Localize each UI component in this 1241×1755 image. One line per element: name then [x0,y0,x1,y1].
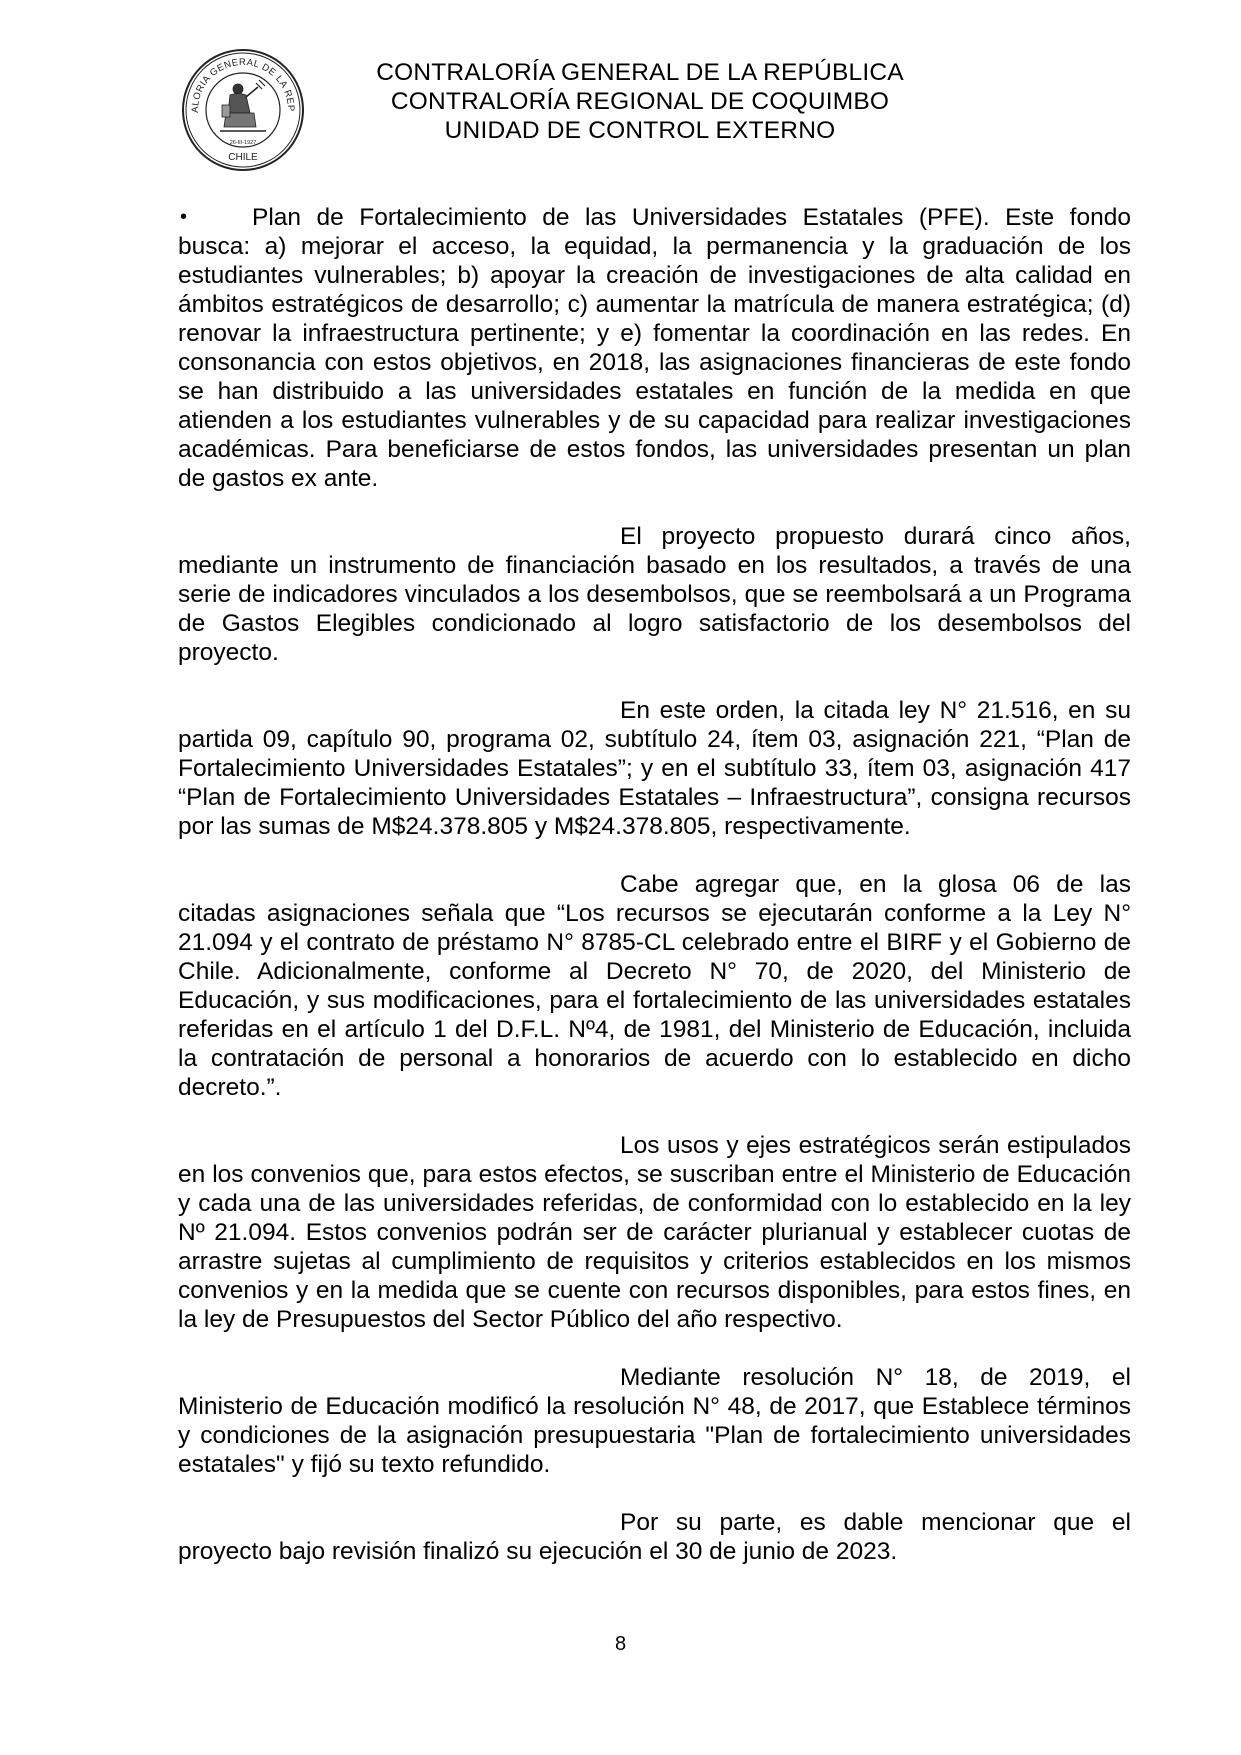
header-line-unit: UNIDAD DE CONTROL EXTERNO [444,117,836,144]
seal-date-text: 26-III-1927 [229,140,257,146]
paragraph-resolucion-18: Mediante resolución N° 18, de 2019, el Ministerio de Educación modificó la resolución N° 48, de 2017, que Establece términos y condiciones de la asignación presupuestaria "Plan de fortalecimiento universidades estatales" y fijó su texto refundido. [178,1364,1131,1478]
page-number: 8 [614,1633,627,1655]
document-body [178,203,1131,1595]
header-line-regional-office: CONTRALORÍA REGIONAL DE COQUIMBO [390,88,890,115]
document-header [330,58,950,145]
bullet-paragraph-pfe [178,203,1131,493]
seal-country-text: CHILE [228,152,258,163]
paragraph-proyecto-propuesto: El proyecto propuesto durará cinco años, mediante un instrumento de financiación basado en los resultados, a través de una serie de indicadores vinculados a los desembolsos, que se reembolsará a un Programa de Gastos Elegibles condicionado al logro satisfactorio de los desembolsos del proyecto. [178,523,1131,666]
contraloria-seal-logo [180,47,306,173]
seal-ring-text: ALORIA GENERAL DE LA REP [189,56,297,113]
paragraph-finalizacion: Por su parte, es dable mencionar que el proyecto bajo revisión finalizó su ejecución el 30 de junio de 2023. [178,1509,1131,1565]
header-line-institution: CONTRALORÍA GENERAL DE LA REPÚBLICA [376,59,904,86]
bullet-icon: • [180,206,188,228]
paragraph-text: Plan de Fortalecimiento de las Universidades Estatales (PFE). Este fondo busca: a) mejorar el acceso, la equidad, la permanencia y la graduación de los estudiantes vulnerables; b) apoyar la creación de investigaciones de alta calidad en ámbitos estratégicos de desarrollo; c) aumentar la matrícula de manera estratégica; (d) renovar la infraestructura pertinente; y e) fomentar la coordinación en las redes. En consonancia con estos objetivos, en 2018, las asignaciones financieras de este fondo se han distribuido a las universidades estatales en función de la medida en que atienden a los estudiantes vulnerables y de su capacidad para realizar investigaciones académicas. Para beneficiarse de estos fondos, las universidades presentan un plan de gastos ex ante. [178,204,1131,492]
paragraph-usos-ejes: Los usos y ejes estratégicos serán estipulados en los convenios que, para estos efectos, se suscriban entre el Ministerio de Educación y cada una de las universidades referidas, de conformidad con lo establecido en la ley Nº 21.094. Estos convenios podrán ser de carácter plurianual y establecer cuotas de arrastre sujetas al cumplimiento de requisitos y criterios establecidos en los mismos convenios y en la medida que se cuente con recursos disponibles, para estos fines, en la ley de Presupuestos del Sector Público del año respectivo. [178,1132,1131,1333]
paragraph-ley-21516: En este orden, la citada ley N° 21.516, en su partida 09, capítulo 90, programa 02, subtítulo 24, ítem 03, asignación 221, “Plan de Fortalecimiento Universidades Estatales”; y en el subtítulo 33, ítem 03, asignación 417 “Plan de Fortalecimiento Universidades Estatales – Infraestructura”, consigna recursos por las sumas de M$24.378.805 y M$24.378.805, respectivamente. [178,697,1131,840]
paragraph-glosa-06: Cabe agregar que, en la glosa 06 de las citadas asignaciones señala que “Los recursos se ejecutarán conforme a la Ley N° 21.094 y el contrato de préstamo N° 8785-CL celebrado entre el BIRF y el Gobierno de Chile. Adicionalmente, conforme al Decreto N° 70, de 2020, del Ministerio de Educación, y sus modificaciones, para el fortalecimiento de las universidades estatales referidas en el artículo 1 del D.F.L. Nº4, de 1981, del Ministerio de Educación, incluida la contratación de personal a honorarios de acuerdo con lo establecido en dicho decreto.”. [178,871,1131,1101]
